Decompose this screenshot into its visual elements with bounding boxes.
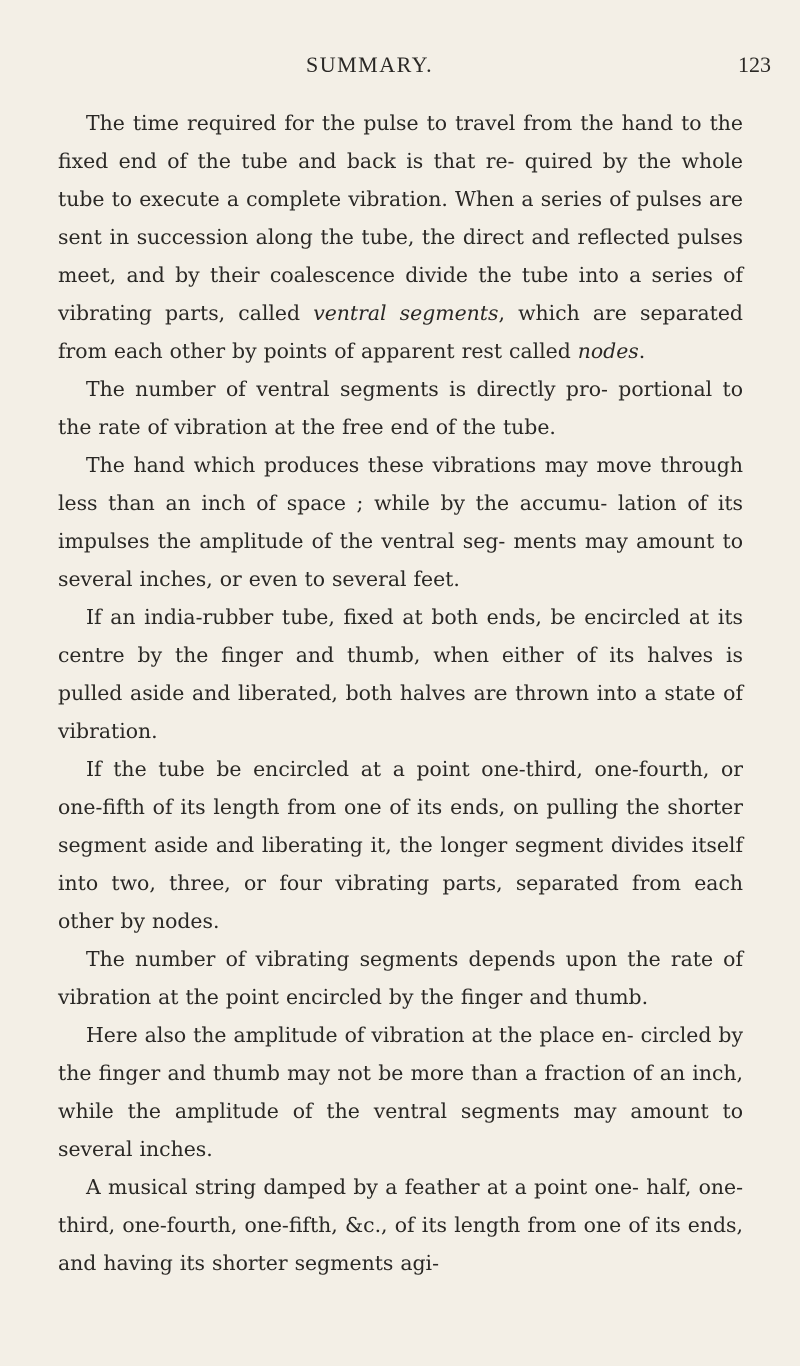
paragraph-2: The number of ventral segments is directly pro- portional to the rate of vibration at the free end of the tube. [58,377,743,439]
running-head [0,52,800,82]
term-nodes: nodes [577,339,639,363]
paragraph-7: Here also the amplitude of vibration at the place en- circled by the finger and thumb may not be more than a fraction of an inch, while the amplitude of the ventral segments may amount to several inches. [58,1023,743,1161]
term-ventral-segments: ventral segments [313,301,499,325]
paragraph-8: A musical string damped by a feather at a point one- half, one-third, one-fourth, one-fifth, &c., of its length from one of its ends, and having its shorter segments agi- [58,1175,743,1275]
paragraph-4: If an india-rubber tube, fixed at both ends, be encircled at its centre by the finger and thumb, when either of its halves is pulled aside and liberated, both halves are thrown into a state of vibration. [58,605,743,743]
paragraph-5: If the tube be encircled at a point one-third, one-fourth, or one-fifth of its length from one of its ends, on pulling the shorter segment aside and liberating it, the longer segment divides itself into two, three, or four vibrating parts, separated from each other by nodes. [58,757,743,933]
paragraph-1-end: . [638,339,646,363]
paragraph-6: The number of vibrating segments depends upon the rate of vibration at the point encircled by the finger and thumb. [58,947,743,1009]
paragraph-1-text: The time required for the pulse to travel from the hand to the fixed end of the tube and back is that re- quired by the whole tube to execute a complete vibration. When a series of pulses are sent in succession along the tube, the direct and reflected pulses meet, and by their coalescence divide the tube into a series of vibrating parts, called [58,111,743,325]
paragraph-3: The hand which produces these vibrations may move through less than an inch of space ; while by the accumu- lation of its impulses the amplitude of the ventral seg- ments may amount to several inches, or even to several feet. [58,453,743,591]
body-text [58,104,743,1282]
page-number: 123 [738,52,771,77]
paragraph-1 [58,104,743,370]
running-title: SUMMARY. [306,52,434,77]
paragraph-1-mid: , which are separated from each other by points of apparent rest called [58,301,743,363]
